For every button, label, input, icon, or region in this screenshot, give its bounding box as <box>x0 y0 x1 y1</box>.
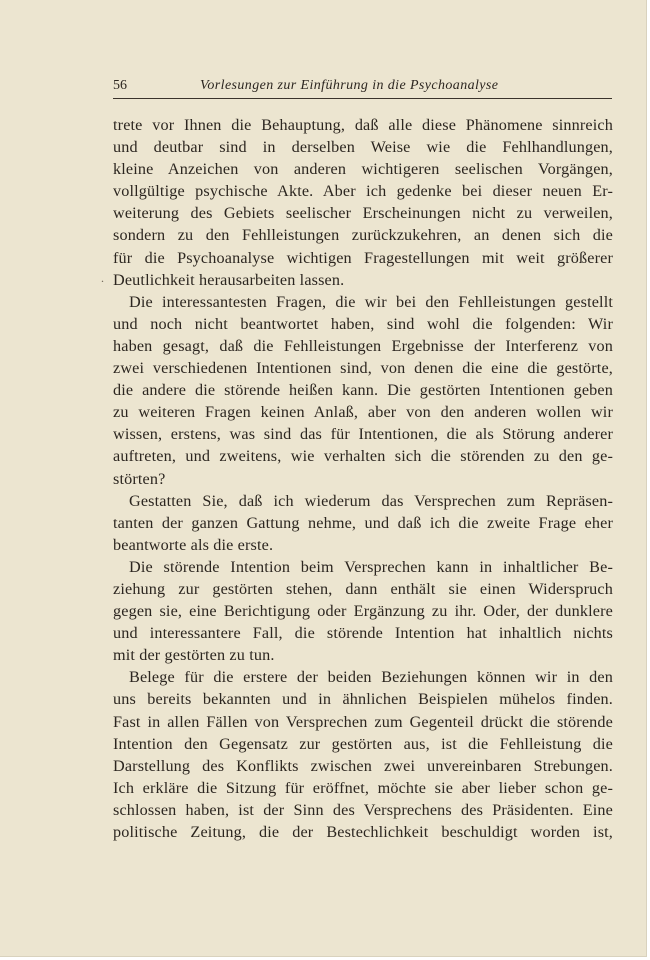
text-line: wissen, erstens, was sind das für Intentionen, die als Störung anderer <box>113 425 613 444</box>
text-line: und interessantere Fall, die störende Intention hat inhaltlich nichts <box>113 624 613 643</box>
text-line: beantworte als die erste. <box>113 535 274 554</box>
text-line: Intention den Gegensatz zur gestörten aus, ist die Fehlleistung die <box>113 734 613 753</box>
text-line: zu weiteren Fragen keinen Anlaß, aber von den anderen wollen wir <box>113 403 613 422</box>
text-line: Die störende Intention beim Versprechen kann in inhaltlicher Be- <box>129 557 613 576</box>
text-line: mit der gestörten zu tun. <box>113 646 275 665</box>
text-line: schlossen haben, ist der Sinn des Versprechens des Präsidenten. Eine <box>113 800 613 819</box>
text-line: Darstellung des Konflikts zwischen zwei unvereinbaren Strebungen. <box>113 756 613 775</box>
running-head <box>113 76 612 99</box>
text-line: und noch nicht beantwortet haben, sind wohl die folgenden: Wir <box>113 314 613 333</box>
text-line: uns bereits bekannten und in ähnlichen Beispielen mühelos finden. <box>113 690 613 709</box>
text-line: gegen sie, eine Berichtigung oder Ergänzung zu ihr. Oder, der dunklere <box>113 602 613 621</box>
text-line: und deutbar sind in derselben Weise wie die Fehlhandlungen, <box>113 138 613 157</box>
body-text <box>113 114 613 843</box>
margin-mark: . <box>101 271 104 285</box>
text-line: zwei verschiedenen Intentionen sind, von denen die eine die gestörte, <box>113 359 613 378</box>
text-line: weiterung des Gebiets seelischer Erscheinungen nicht zu verweilen, <box>113 204 613 223</box>
text-line: Die interessantesten Fragen, die wir bei den Fehlleistungen gestellt <box>129 292 613 311</box>
text-line: politische Zeitung, die der Bestechlichkeit beschuldigt worden ist, <box>113 823 613 841</box>
text-line: ziehung zur gestörten stehen, dann enthält sie einen Widerspruch <box>113 579 613 598</box>
text-line: Belege für die erstere der beiden Beziehungen können wir in den <box>129 668 613 687</box>
text-line: trete vor Ihnen die Behauptung, daß alle diese Phänomene sinnreich <box>113 116 613 134</box>
running-title: Vorlesungen zur Einführung in die Psychoanalyse <box>200 78 499 93</box>
text-line: haben gesagt, daß die Fehlleistungen Ergebnisse der Interferenz von <box>113 336 613 355</box>
text-line: vollgültige psychische Akte. Aber ich gedenke bei dieser neuen Er- <box>113 182 613 201</box>
page-number: 56 <box>113 78 127 93</box>
text-line: für die Psychoanalyse wichtigen Fragestellungen mit weit größerer <box>113 248 613 267</box>
text-line: die andere die störende heißen kann. Die gestörten Intentionen geben <box>113 381 613 400</box>
text-line: Fast in allen Fällen von Versprechen zum Gegenteil drückt die störende <box>113 712 613 731</box>
text-line: sondern zu den Fehlleistungen zurückzukehren, an denen sich die <box>113 226 613 245</box>
text-line: kleine Anzeichen von anderen wichtigeren seelischen Vorgängen, <box>113 160 613 179</box>
text-line: auftreten, und zweitens, wie verhalten sich die störenden zu den ge- <box>113 447 613 466</box>
text-line: Gestatten Sie, daß ich wiederum das Versprechen zum Repräsen- <box>129 491 613 510</box>
text-line: Ich erkläre die Sitzung für eröffnet, möchte sie aber lieber schon ge- <box>113 778 613 797</box>
text-line: störten? <box>113 469 166 488</box>
text-line: Deutlichkeit herausarbeiten lassen. <box>113 270 345 289</box>
text-line: tanten der ganzen Gattung nehme, und daß ich die zweite Frage eher <box>113 513 613 532</box>
